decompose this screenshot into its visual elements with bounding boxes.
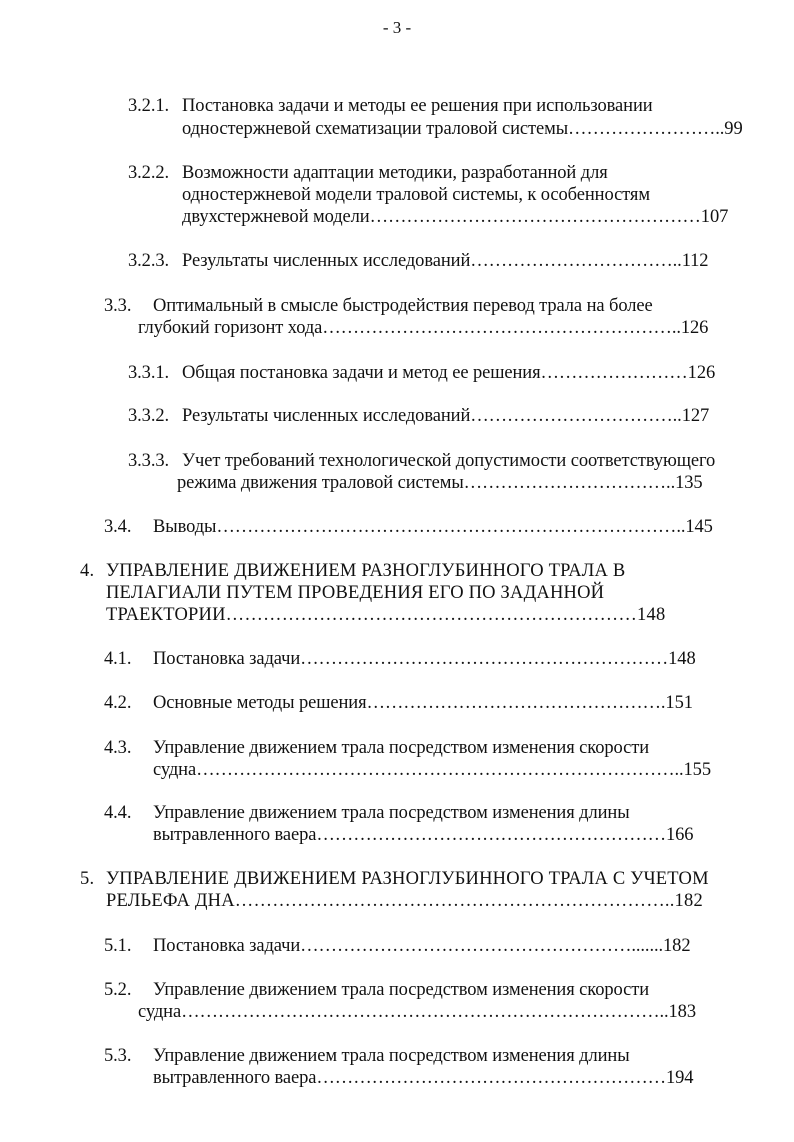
toc-entry-number: 3.3.3. (128, 451, 170, 471)
toc-entry-line: Постановка задачи……………………………………………………148 (153, 649, 696, 669)
toc-entry-3-2-1 (128, 95, 653, 117)
toc-entry-3-3-3 (128, 450, 715, 472)
toc-entry-line: Учет требований технологической допустимости соответствующего (182, 451, 716, 471)
toc-entry-line: Управление движением трала посредством изменения длины (153, 803, 630, 823)
toc-entry-number: 4.2. (104, 693, 132, 713)
toc-entry-line: Постановка задачи……………………………………………….......182 (153, 936, 691, 956)
toc-entry-4-4 (104, 802, 630, 824)
toc-entry-number: 3.2.2. (128, 163, 170, 183)
toc-entry-number: 5.2. (104, 980, 132, 1000)
toc-entry-4-3 (104, 737, 649, 759)
toc-entry-line: УПРАВЛЕНИЕ ДВИЖЕНИЕМ РАЗНОГЛУБИННОГО ТРАЛА С УЧЕТОМ (106, 869, 709, 889)
toc-entry-5-1 (104, 935, 690, 957)
toc-entry-4-2 (104, 692, 693, 714)
toc-entry-3-3-2 (128, 405, 709, 427)
toc-chapter-5 (80, 868, 709, 890)
page-number: - 3 - (382, 18, 412, 37)
toc-entry-line: РЕЛЬЕФА ДНА……………………………………………………………..182 (106, 891, 703, 911)
toc-entry-line: вытравленного ваера…………………………………………………166 (153, 825, 694, 845)
toc-entry-3-3 (104, 295, 653, 317)
toc-entry-3-2-2 (128, 162, 608, 184)
toc-entry-3-4 (104, 516, 713, 538)
toc-entry-number: 5.3. (104, 1046, 132, 1066)
toc-entry-3-2-3 (128, 250, 708, 272)
toc-entry-number: 4.1. (104, 649, 132, 669)
toc-entry-line: одностержневой модели траловой системы, к особенностям (182, 185, 650, 205)
toc-entry-number: 3.3.1. (128, 363, 170, 383)
toc-entry-5-3 (104, 1045, 630, 1067)
toc-entry-line: двухстержневой модели………………………………………………107 (182, 207, 729, 227)
toc-entry-line: режима движения траловой системы……………………………..135 (177, 473, 703, 493)
toc-entry-number: 4.3. (104, 738, 132, 758)
toc-entry-line: Возможности адаптации методики, разработанной для (182, 163, 608, 183)
toc-entry-line: глубокий горизонт хода…………………………………………………..126 (138, 318, 709, 338)
toc-entry-number: 5. (80, 869, 95, 889)
toc-entry-5-2 (104, 979, 649, 1001)
toc-entry-number: 3.4. (104, 517, 132, 537)
toc-chapter-4 (80, 560, 625, 582)
toc-entry-line: Управление движением трала посредством изменения скорости (153, 980, 650, 1000)
toc-entry-number: 4.4. (104, 803, 132, 823)
toc-entry-line: одностержневой схематизации траловой системы……………………..99 (182, 119, 743, 139)
toc-entry-number: 5.1. (104, 936, 132, 956)
toc-entry-line: Управление движением трала посредством изменения скорости (153, 738, 650, 758)
toc-entry-line: УПРАВЛЕНИЕ ДВИЖЕНИЕМ РАЗНОГЛУБИННОГО ТРАЛА В (106, 561, 626, 581)
toc-entry-line: Постановка задачи и методы ее решения при использовании (182, 96, 653, 116)
toc-entry-line: Оптимальный в смысле быстродействия перевод трала на более (153, 296, 653, 316)
toc-entry-3-3-1 (128, 362, 715, 384)
toc-entry-number: 3.3. (104, 296, 132, 316)
toc-entry-line: ПЕЛАГИАЛИ ПУТЕМ ПРОВЕДЕНИЯ ЕГО ПО ЗАДАННОЙ (106, 583, 605, 603)
toc-entry-4-1 (104, 648, 696, 670)
toc-entry-line: ТРАЕКТОРИИ…………………………………………………………148 (106, 605, 666, 625)
toc-entry-number: 4. (80, 561, 95, 581)
toc-entry-line: Управление движением трала посредством изменения длины (153, 1046, 630, 1066)
toc-entry-line: Основные методы решения………………………………………….151 (153, 693, 693, 713)
toc-entry-line: Общая постановка задачи и метод ее решения……………………126 (182, 363, 716, 383)
toc-entry-line: вытравленного ваера…………………………………………………194 (153, 1068, 694, 1088)
toc-entry-line: Результаты численных исследований……………………………..127 (182, 406, 710, 426)
toc-entry-line: судна……………………………………………………………………..155 (153, 760, 711, 780)
toc-entry-number: 3.2.3. (128, 251, 170, 271)
toc-entry-number: 3.3.2. (128, 406, 170, 426)
toc-entry-line: Выводы…………………………………………………………………..145 (153, 517, 713, 537)
toc-entry-number: 3.2.1. (128, 96, 170, 116)
toc-entry-line: судна……………………………………………………………………..183 (138, 1002, 696, 1022)
toc-entry-line: Результаты численных исследований……………………………..112 (182, 251, 709, 271)
